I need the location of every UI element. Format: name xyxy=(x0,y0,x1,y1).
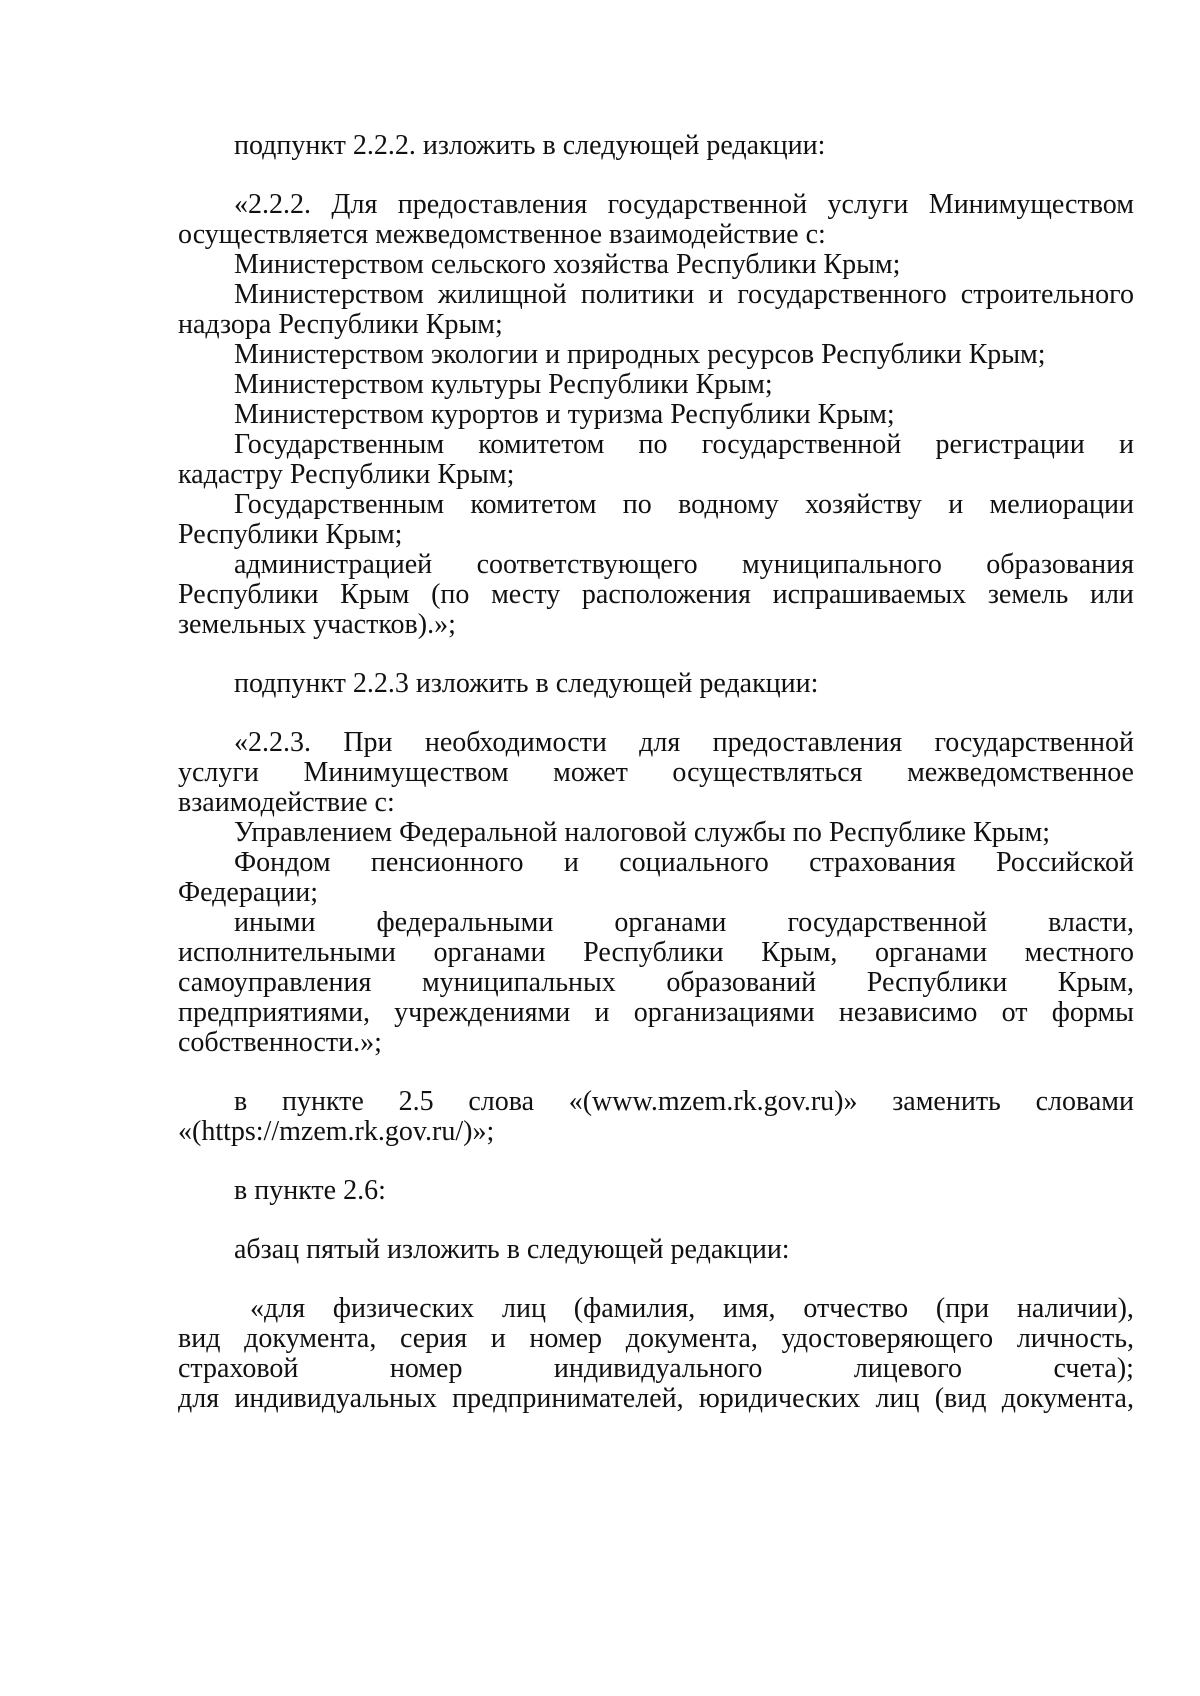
word: наличии), xyxy=(1016,1293,1134,1324)
text-line: взаимодействие с: xyxy=(178,787,395,818)
word: имя, xyxy=(722,1293,776,1324)
word: страхования xyxy=(809,847,956,878)
word: лицевого xyxy=(853,1353,963,1384)
text-line xyxy=(178,579,1134,611)
word: месту xyxy=(491,579,561,610)
word: индивидуальных xyxy=(234,1383,437,1414)
word: по xyxy=(638,429,668,460)
text-line xyxy=(234,189,1134,221)
word: Министерством xyxy=(234,279,424,310)
word: регистрации xyxy=(935,429,1085,460)
text-line xyxy=(234,489,1134,521)
text-line xyxy=(178,997,1134,1029)
word: для xyxy=(639,727,681,758)
text-line xyxy=(234,429,1134,461)
word: «2.2.2. xyxy=(234,189,311,220)
text-line xyxy=(234,549,1134,581)
word: Крым, xyxy=(761,937,838,968)
word: вид xyxy=(178,1323,221,1354)
word: по xyxy=(622,489,652,520)
text-line: земельных участков).»; xyxy=(178,609,456,640)
word: местного xyxy=(1024,937,1134,968)
text-line: в пункте 2.6: xyxy=(234,1175,386,1206)
word: документа, xyxy=(1001,1383,1134,1414)
word: образования xyxy=(986,549,1134,580)
text-line: Министерством экологии и природных ресурсов Республики Крым; xyxy=(234,339,1046,370)
text-line xyxy=(250,1293,1134,1325)
word: (при xyxy=(935,1293,990,1324)
word: пункте xyxy=(281,1086,364,1117)
word: органами xyxy=(875,937,988,968)
word: и xyxy=(490,1323,506,1354)
word: государственного xyxy=(737,279,947,310)
word: мелиорации xyxy=(989,489,1134,520)
word: «(www.mzem.rk.gov.ru)» xyxy=(568,1086,858,1117)
word: земель xyxy=(987,579,1069,610)
text-line xyxy=(234,279,1134,311)
text-line xyxy=(234,847,1134,879)
word: предприятиями, xyxy=(178,997,370,1028)
word: формы xyxy=(1051,997,1134,1028)
text-line xyxy=(234,907,1134,939)
word: серия xyxy=(400,1323,468,1354)
word: учреждениями xyxy=(394,997,571,1028)
word: Крым, xyxy=(1057,967,1134,998)
word: (вид xyxy=(934,1383,987,1414)
word: При xyxy=(343,727,393,758)
text-line xyxy=(234,727,1134,759)
word: и xyxy=(563,847,579,878)
word: расположения xyxy=(581,579,751,610)
word: и xyxy=(1118,429,1134,460)
word: хозяйству xyxy=(805,489,922,520)
word: администрацией xyxy=(234,549,433,580)
word: политики xyxy=(580,279,695,310)
word: органами xyxy=(614,907,727,938)
text-line: «(https://mzem.rk.gov.ru/)»; xyxy=(178,1116,495,1147)
word: Республики xyxy=(583,937,724,968)
text-line: Министерством культуры Республики Крым; xyxy=(234,369,773,400)
word: услуги xyxy=(178,757,259,788)
word: государственной xyxy=(934,727,1134,758)
word: Минимуществом xyxy=(303,757,509,788)
word: комитетом xyxy=(478,429,605,460)
word: строительного xyxy=(960,279,1134,310)
text-line: абзац пятый изложить в следующей редакции: xyxy=(234,1234,790,1265)
word: для xyxy=(178,1383,220,1414)
word: независимо xyxy=(838,997,978,1028)
text-line: подпункт 2.2.3 изложить в следующей редакции: xyxy=(234,668,819,699)
word: слова xyxy=(468,1086,534,1117)
word: жилищной xyxy=(437,279,567,310)
word: Республики xyxy=(178,579,319,610)
word: документа, xyxy=(244,1323,377,1354)
word: осуществляться xyxy=(672,757,863,788)
word: лиц xyxy=(502,1293,546,1324)
word: иными xyxy=(234,907,316,938)
text-line xyxy=(178,967,1134,999)
word: и xyxy=(948,489,964,520)
text-line: надзора Республики Крым; xyxy=(178,309,503,340)
word: самоуправления xyxy=(178,967,372,998)
text-line: подпункт 2.2.2. изложить в следующей редакции: xyxy=(234,130,826,161)
text-line: Республики Крым; xyxy=(178,519,403,550)
word: (фамилия, xyxy=(573,1293,696,1324)
word: номер xyxy=(529,1323,603,1354)
word: документа, xyxy=(625,1323,758,1354)
word: исполнительными xyxy=(178,937,396,968)
text-line: Федерации; xyxy=(178,877,319,908)
text-line xyxy=(178,1353,1134,1385)
word: отчество xyxy=(803,1293,909,1324)
word: государственной xyxy=(787,907,988,938)
word: Российской xyxy=(996,847,1134,878)
word: необходимости xyxy=(424,727,607,758)
text-line: осуществляется межведомственное взаимодействие с: xyxy=(178,219,826,250)
word: страховой xyxy=(178,1353,299,1384)
word: федеральными xyxy=(376,907,554,938)
word: межведомственное xyxy=(907,757,1134,788)
word: заменить xyxy=(892,1086,1001,1117)
word: предпринимателей, xyxy=(452,1383,684,1414)
word: «для xyxy=(250,1293,306,1324)
text-line xyxy=(178,1383,1134,1415)
word: муниципального xyxy=(742,549,942,580)
word: и xyxy=(708,279,724,310)
word: органами xyxy=(433,937,546,968)
word: или xyxy=(1089,579,1134,610)
word: лиц xyxy=(875,1383,920,1414)
text-line xyxy=(178,1323,1134,1355)
word: «2.2.3. xyxy=(234,727,311,758)
text-line xyxy=(178,757,1134,789)
word: водному xyxy=(678,489,779,520)
word: муниципальных xyxy=(421,967,616,998)
word: предоставления xyxy=(712,727,903,758)
word: Государственным xyxy=(234,429,445,460)
text-line: собственности.»; xyxy=(178,1027,382,1058)
word: социального xyxy=(619,847,769,878)
word: Республики xyxy=(866,967,1008,998)
word: соответствующего xyxy=(476,549,698,580)
word: в xyxy=(234,1086,248,1117)
word: юридических xyxy=(698,1383,861,1414)
word: (по xyxy=(431,579,470,610)
word: счета); xyxy=(1053,1353,1134,1384)
word: испрашиваемых xyxy=(772,579,967,610)
word: организациями xyxy=(633,997,815,1028)
word: номер xyxy=(389,1353,463,1384)
text-line: кадастру Республики Крым; xyxy=(178,459,515,490)
word: пенсионного xyxy=(370,847,524,878)
text-line xyxy=(234,1086,1134,1118)
word: от xyxy=(1001,997,1028,1028)
word: государственной xyxy=(701,429,902,460)
word: может xyxy=(553,757,628,788)
word: словами xyxy=(1035,1086,1134,1117)
word: и xyxy=(594,997,610,1028)
word: физических xyxy=(332,1293,475,1324)
word: комитетом xyxy=(470,489,597,520)
word: предоставления xyxy=(397,189,588,220)
word: Минимуществом xyxy=(928,189,1134,220)
word: Крым xyxy=(340,579,410,610)
text-line xyxy=(178,937,1134,969)
word: индивидуального xyxy=(553,1353,763,1384)
word: Государственным xyxy=(234,489,445,520)
word: личность, xyxy=(1016,1323,1134,1354)
word: власти, xyxy=(1048,907,1134,938)
text-line: Министерством сельского хозяйства Республики Крым; xyxy=(234,249,901,280)
word: услуги xyxy=(827,189,909,220)
word: государственной xyxy=(607,189,808,220)
text-line: Управлением Федеральной налоговой службы по Республике Крым; xyxy=(234,817,1051,848)
word: 2.5 xyxy=(398,1086,434,1117)
word: удостоверяющего xyxy=(781,1323,994,1354)
word: Фондом xyxy=(234,847,331,878)
word: образований xyxy=(666,967,817,998)
text-line: Министерством курортов и туризма Республики Крым; xyxy=(234,399,895,430)
word: Для xyxy=(331,189,378,220)
